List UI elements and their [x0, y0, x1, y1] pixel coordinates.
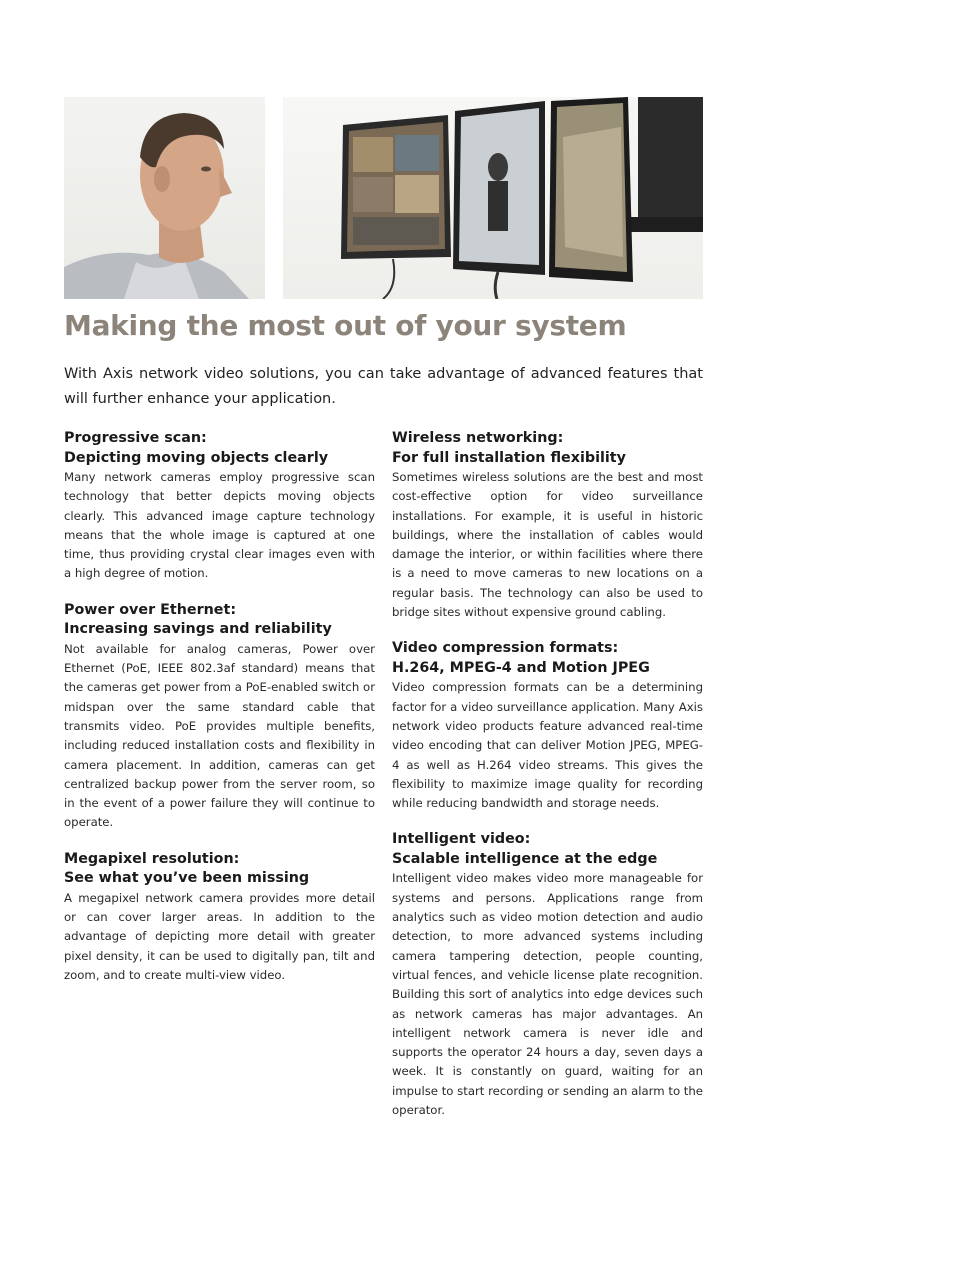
section-body: Many network cameras employ progressive scan technology that better depicts moving objects clearly. This advanced image capture technology means that the whole image is captured at one time, thus providing crystal clear images even with a high degree of motion.	[64, 470, 375, 581]
section-video-compression	[392, 639, 703, 813]
section-intelligent-video	[392, 830, 703, 1120]
section-power-over-ethernet	[64, 601, 375, 833]
section-body: Video compression formats can be a determining factor for a video surveillance application. Many Axis network video products feature advanced real-time video encoding that can deliver Motion JPEG, MPEG-4 as well as H.264 video streams. This gives the flexibility to maximize image quality for recording while reducing bandwidth and storage needs.	[392, 680, 703, 811]
section-heading: Progressive scan:	[64, 430, 207, 446]
section-subheading: Depicting moving objects clearly	[64, 449, 329, 466]
left-column	[64, 429, 375, 1002]
section-heading: Megapixel resolution:	[64, 850, 240, 867]
photo-man-profile	[64, 97, 265, 299]
right-column	[392, 429, 703, 1137]
section-subheading: H.264, MPEG-4 and Motion JPEG	[392, 659, 650, 676]
photo-surveillance-monitors	[283, 97, 703, 299]
section-heading: Intelligent video:	[392, 831, 531, 848]
section-heading: Video compression formats:	[392, 640, 619, 657]
section-subheading: Increasing savings and reliability	[64, 621, 332, 638]
page-title: Making the most out of your system	[64, 309, 627, 342]
intro-paragraph: With Axis network video solutions, you can take advantage of advanced features that will further enhance your application.	[64, 366, 703, 407]
section-subheading: For full installation flexibility	[392, 449, 626, 466]
section-body: Not available for analog cameras, Power over Ethernet (PoE, IEEE 802.3af standard) means that the cameras get power from a PoE-enabled switch or midspan over the same standard cable that transmits video. PoE provides multiple benefits, including reduced installation costs and flexibility in camera placement. In addition, cameras can get centralized backup power from the server room, so in the event of a power failure they will continue to operate.	[64, 641, 375, 830]
section-subheading: See what you’ve been missing	[64, 870, 310, 887]
section-wireless-networking	[392, 429, 703, 622]
section-subheading: Scalable intelligence at the edge	[392, 850, 658, 867]
section-heading: Wireless networking:	[392, 430, 564, 446]
section-heading: Power over Ethernet:	[64, 601, 237, 618]
section-body: Sometimes wireless solutions are the best and most cost-effective option for video surveillance installations. For example, it is useful in historic buildings, where the installation of cables would damage the interior, or within facilities where there is a need to move cameras to new locations on a regular basis. The technology can also be used to bridge sites without expensive ground cabling.	[392, 470, 703, 620]
section-megapixel-resolution	[64, 850, 375, 985]
section-body: A megapixel network camera provides more detail or can cover larger areas. In addition to the advantage of depicting more detail with greater pixel density, it can be used to digitally pan, tilt and zoom, and to create multi-view video.	[64, 890, 375, 982]
section-progressive-scan	[64, 429, 375, 584]
section-body: Intelligent video makes video more manageable for systems and persons. Applications range from analytics such as video motion detection and audio detection, to more advanced systems including camera tampering detection, people counting, virtual fences, and vehicle license plate recognition. Building this sort of analytics into edge devices such as network cameras has major advantages. An intelligent network camera is never idle and supports the operator 24 hours a day, seven days a week. It is constantly on guard, waiting for an impulse to start recording or sending an alarm to the operator.	[392, 871, 703, 1118]
